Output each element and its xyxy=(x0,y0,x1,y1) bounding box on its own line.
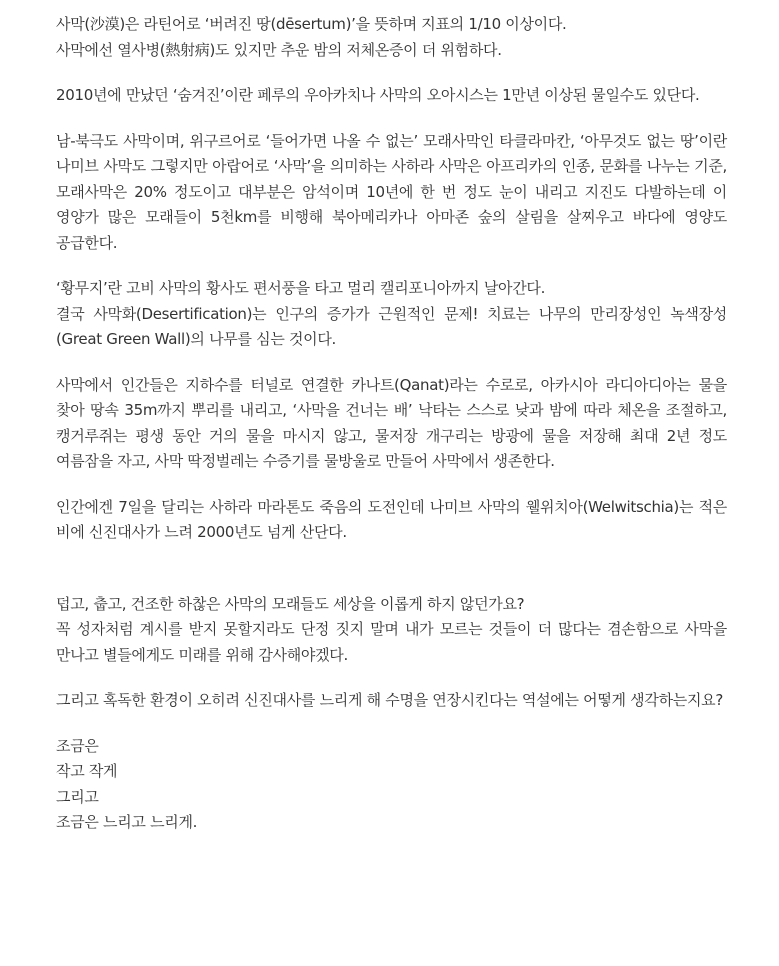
text-line: 그리고 혹독한 환경이 오히려 신진대사를 느리게 해 수명을 연장시킨다는 역설에는 어떻게 생각하는지요? xyxy=(56,691,723,709)
poem-line: 조금은 xyxy=(56,736,99,755)
paragraph-paradox-question xyxy=(56,688,727,714)
text-line: 남-북극도 사막이며, 위구르어로 ‘들어가면 나올 수 없는’ 모래사막인 타클라마칸, ‘아무것도 없는 땅’이란 나미브 사막도 그렇지만 아랍어로 ‘사막’을 의미하는 사하라 사막은 아프리카의 인종, 문화를 나누는 기준, 모래사막은 20% 정도이고 대부분은 암석이며 10년에 한 번 정도 눈이 내리고 지진도 다발하는데 이 영양가 많은 모래들이 5천km를 비행해 북아메리카나 아마존 숲의 살림을 살찌우고 바다에 영양도 공급한다. xyxy=(56,131,727,252)
text-line: 사막에선 열사병(熱射病)도 있지만 추운 밤의 저체온증이 더 위험하다. xyxy=(56,40,502,59)
poem-line: 작고 작게 xyxy=(56,762,118,780)
text-line: 꼭 성자처럼 계시를 받지 못할지라도 단정 짓지 말며 내가 모르는 것들이 더 많다는 겸손함으로 사막을 만나고 별들에게도 미래를 위해 감사해야겠다. xyxy=(56,620,727,664)
poem-line: 조금은 느리고 느리게. xyxy=(56,813,198,831)
text-line: 사막(沙漠)은 라틴어로 ‘버려진 땅(dēsertum)’을 뜻하며 지표의 1/10 이상이다. xyxy=(56,15,567,33)
paragraph-desert-definition xyxy=(56,12,727,63)
text-line: 덥고, 춥고, 건조한 하찮은 사막의 모래들도 세상을 이롭게 하지 않던가요? xyxy=(56,594,525,613)
paragraph-welwitschia xyxy=(56,495,727,546)
poem-line: 그리고 xyxy=(56,787,99,806)
paragraph-desert-survival xyxy=(56,373,727,475)
text-line: 결국 사막화(Desertification)는 인구의 증가가 근원적인 문제! 치료는 나무의 만리장성인 녹색장성(Great Green Wall)의 나무를 심는 것이다. xyxy=(56,304,727,348)
text-line: ‘황무지’란 고비 사막의 황사도 편서풍을 타고 멀리 캘리포니아까지 날아간다. xyxy=(56,279,546,297)
paragraph-humility xyxy=(56,592,727,669)
text-line: 사막에서 인간들은 지하수를 터널로 연결한 카나트(Qanat)라는 수로로, 아카시아 라디아디아는 물을 찾아 땅속 35m까지 뿌리를 내리고, ‘사막을 건너는 배’ 낙타는 스스로 낮과 밤에 따라 체온을 조절하고, 캥거루쥐는 평생 동안 거의 물을 마시지 않고, 물저장 개구리는 방광에 물을 저장해 최대 2년 정도 여름잠을 자고, 사막 딱정벌레는 수증기를 물방울로 만들어 사막에서 생존한다. xyxy=(56,375,727,470)
paragraph-deserts-of-world xyxy=(56,129,727,257)
text-line: 인간에겐 7일을 달리는 사하라 마라톤도 죽음의 도전인데 나미브 사막의 웰위치아(Welwitschia)는 적은 비에 신진대사가 느려 2000년도 넘게 산단다. xyxy=(56,497,727,541)
text-line: 2010년에 만났던 ‘숨겨진’이란 페루의 우아카치나 사막의 오아시스는 1만년 이상된 물일수도 있단다. xyxy=(56,86,700,104)
paragraph-huacachina xyxy=(56,83,727,109)
closing-poem xyxy=(56,734,727,836)
paragraph-desertification xyxy=(56,276,727,353)
blank-spacer xyxy=(56,566,727,592)
